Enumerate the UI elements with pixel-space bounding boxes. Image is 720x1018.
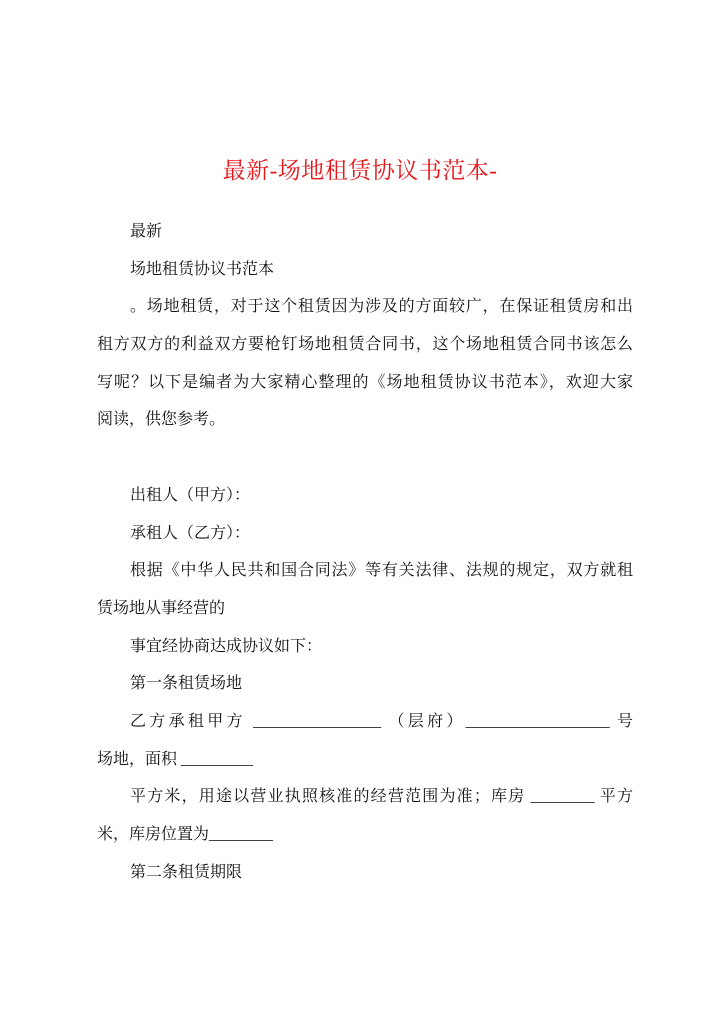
text-line: 米，库房位置为________ — [97, 826, 274, 843]
text-line: 阅读，供您参考。 — [97, 411, 226, 429]
document-body — [97, 219, 633, 897]
document-title: 最新-场地租赁协议书范本- — [222, 158, 498, 183]
text-line: 平方米，用途以营业执照核准的经营范围为准；库房 ________ 平方 — [130, 788, 633, 806]
text-line: 出租人（甲方）： — [130, 486, 251, 504]
blank-line — [97, 445, 633, 483]
text-line: 场地，面积 _________ — [97, 750, 254, 768]
text-line: 租方双方的利益双方要枪钉场地租赁合同书，这个场地租赁合同书该怎么 — [97, 336, 633, 354]
text-line: 事宜经协商达成协议如下： — [130, 637, 323, 655]
text-line: 最新 — [130, 223, 163, 240]
text-line: 第一条租赁场地 — [130, 675, 243, 693]
text-line: 根据《中华人民共和国合同法》等有关法律、法规的规定，双方就租 — [130, 562, 633, 580]
text-line: 写呢？以下是编者为大家精心整理的《场地租赁协议书范本》，欢迎大家 — [97, 373, 633, 391]
text-line: 场地租赁协议书范本 — [130, 260, 275, 278]
text-line: 赁场地从事经营的 — [97, 599, 226, 617]
text-line: 。场地租赁，对于这个租赁因为涉及的方面较广，在保证租赁房和出 — [130, 298, 633, 316]
text-line: 乙方承租甲方 ________________ （层府）__________________ 号 — [130, 712, 633, 730]
text-line: 第二条租赁期限 — [130, 863, 243, 881]
text-line: 承租人（乙方）： — [130, 524, 251, 542]
